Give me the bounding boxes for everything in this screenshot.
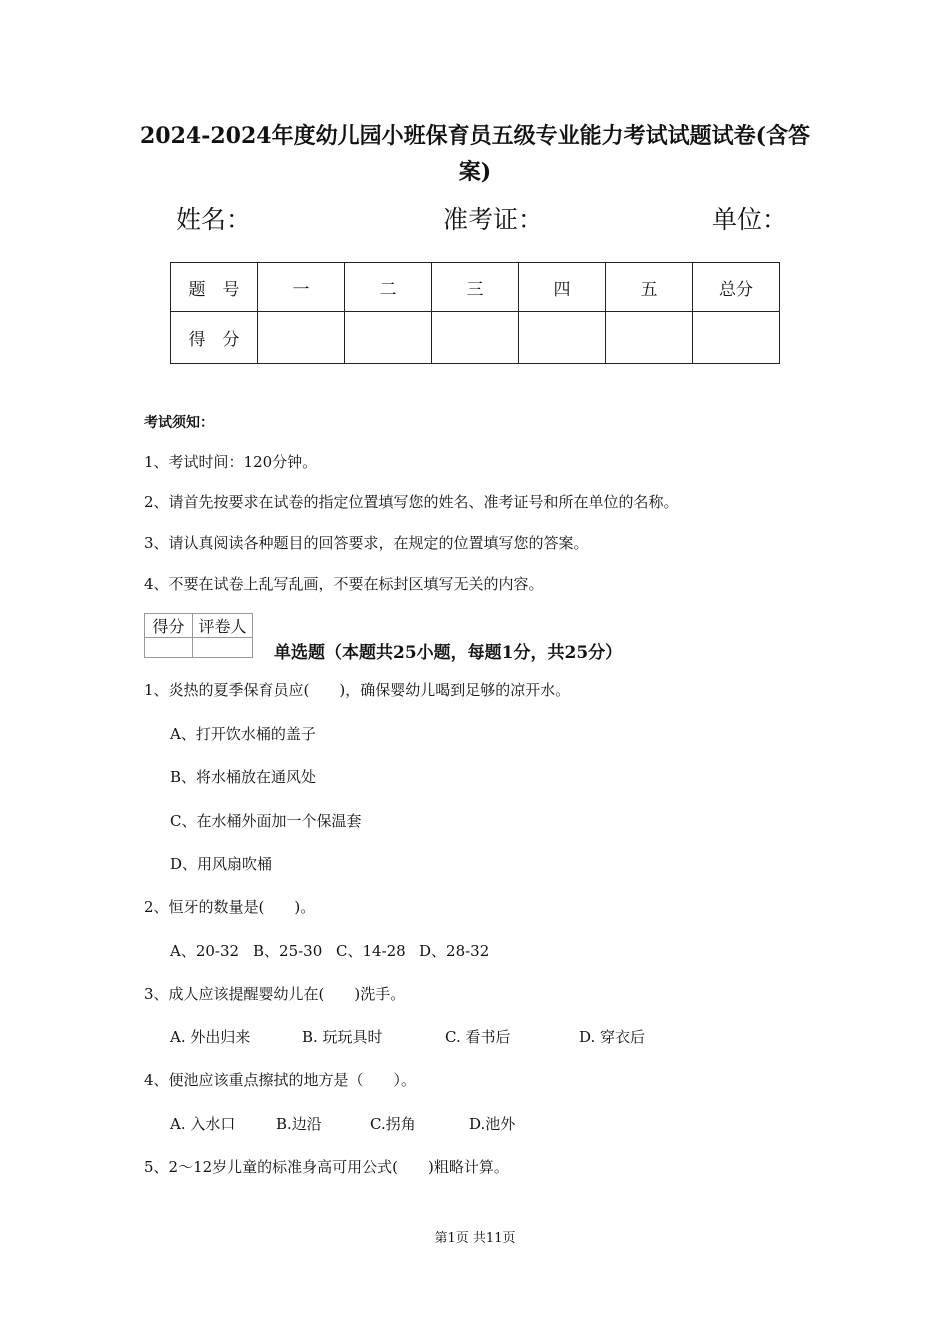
notice-item: 4、不要在试卷上乱写乱画，不要在标封区填写无关的内容。	[144, 575, 544, 593]
score-cell[interactable]	[693, 312, 780, 364]
option-d: D、用风扇吹桶	[170, 855, 273, 873]
score-header-cell: 五	[606, 263, 693, 312]
score-cell[interactable]	[432, 312, 519, 364]
option-c: C. 看书后	[445, 1028, 511, 1046]
grader-box	[144, 613, 253, 658]
option-d: D. 穿衣后	[579, 1028, 646, 1046]
question-stem: 5、2～12岁儿童的标准身高可用公式( )粗略计算。	[144, 1158, 509, 1176]
option-d: D、28-32	[419, 942, 490, 960]
score-cell[interactable]	[519, 312, 606, 364]
option-c: C、14-28	[336, 942, 406, 960]
score-header-cell: 题 号	[171, 263, 258, 312]
score-header-cell: 三	[432, 263, 519, 312]
option-a: A、打开饮水桶的盖子	[170, 725, 316, 743]
exam-number-label: 准考证：	[443, 205, 544, 234]
option-b: B.边沿	[276, 1115, 322, 1133]
option-b: B、将水桶放在通风处	[170, 768, 317, 786]
notice-item: 3、请认真阅读各种题目的回答要求，在规定的位置填写您的答案。	[144, 534, 589, 552]
option-a: A、20-32	[170, 942, 240, 960]
option-a: A. 入水口	[170, 1115, 236, 1133]
grader-score-label: 得分	[145, 614, 193, 638]
score-cell[interactable]	[345, 312, 432, 364]
notice-item: 2、请首先按要求在试卷的指定位置填写您的姓名、准考证号和所在单位的名称。	[144, 493, 679, 511]
score-header-cell: 二	[345, 263, 432, 312]
grader-reviewer-cell[interactable]	[193, 638, 253, 658]
question-stem: 4、便池应该重点擦拭的地方是（ ）。	[144, 1071, 417, 1089]
question-stem: 2、恒牙的数量是( )。	[144, 898, 316, 916]
page-title: 2024-2024年度幼儿园小班保育员五级专业能力考试试题试卷(含答案)	[139, 123, 810, 185]
grader-score-cell[interactable]	[145, 638, 193, 658]
notice-item: 1、考试时间：120分钟。	[144, 453, 318, 471]
score-row-label: 得 分	[171, 312, 258, 364]
question-stem: 3、成人应该提醒婴幼儿在( )洗手。	[144, 985, 406, 1003]
grader-reviewer-label: 评卷人	[193, 614, 253, 638]
option-b: B、25-30	[253, 942, 323, 960]
question-stem: 1、炎热的夏季保育员应( )，确保婴幼儿喝到足够的凉开水。	[144, 681, 571, 699]
score-header-cell: 一	[258, 263, 345, 312]
option-b: B. 玩玩具时	[302, 1028, 383, 1046]
score-table	[170, 262, 780, 364]
option-c: C、在水桶外面加一个保温套	[170, 812, 362, 830]
section-title: 单选题（本题共25小题，每题1分，共25分）	[274, 643, 623, 663]
score-cell[interactable]	[606, 312, 693, 364]
page-footer: 第1页 共11页	[434, 1231, 516, 1246]
notice-heading: 考试须知：	[144, 415, 214, 431]
name-label: 姓名：	[176, 205, 252, 234]
score-cell[interactable]	[258, 312, 345, 364]
option-c: C.拐角	[370, 1115, 416, 1133]
option-a: A. 外出归来	[170, 1028, 251, 1046]
unit-label: 单位：	[712, 205, 788, 234]
score-header-cell: 四	[519, 263, 606, 312]
option-d: D.池外	[469, 1115, 516, 1133]
score-header-cell: 总分	[693, 263, 780, 312]
